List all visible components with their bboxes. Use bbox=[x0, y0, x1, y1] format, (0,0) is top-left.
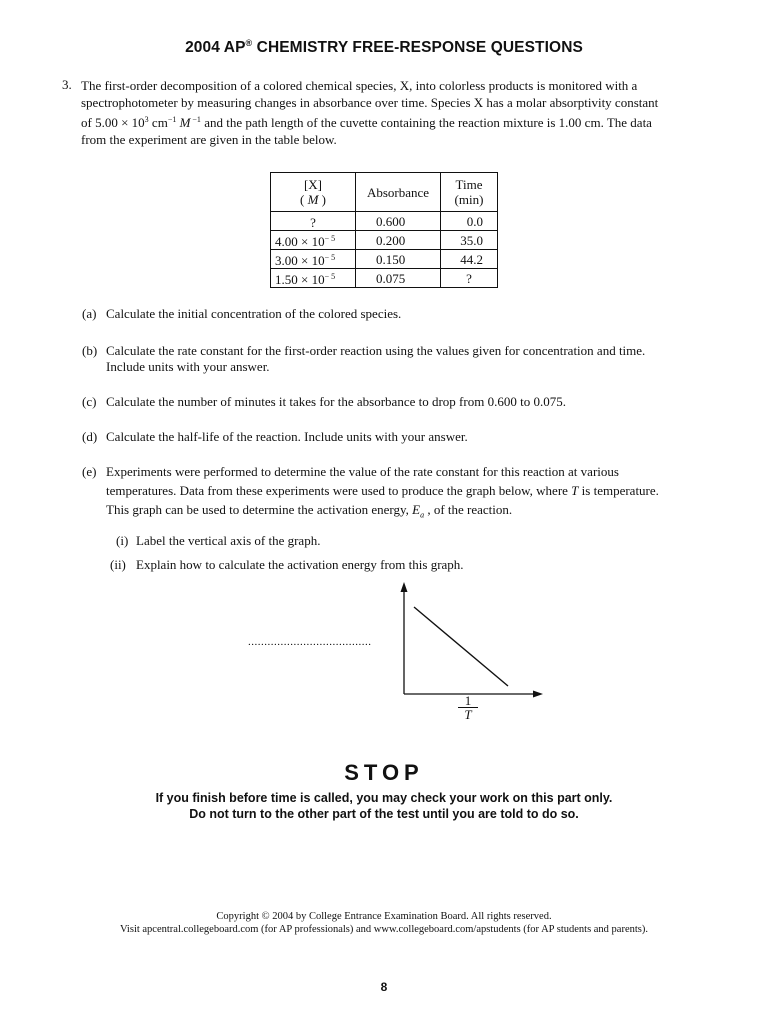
part-e-text-line-2: temperatures. Data from these experiments were used to produce the graph below, where T is temperature. bbox=[106, 483, 659, 498]
x-axis-label bbox=[458, 694, 478, 721]
cell-absorbance: 0.200 bbox=[356, 231, 441, 250]
table-row bbox=[271, 269, 498, 288]
page-number: 8 bbox=[380, 980, 388, 994]
part-e-text-line-1: Experiments were performed to determine the value of the rate constant for this reaction at various bbox=[106, 464, 619, 479]
part-d-label: (d) bbox=[82, 429, 98, 444]
stop-note bbox=[0, 790, 768, 822]
part-d-text: Calculate the half-life of the reaction. Include units with your answer. bbox=[106, 429, 468, 444]
x-label-denominator: T bbox=[464, 707, 472, 722]
part-e-text-line-3: This graph can be used to determine the activation energy, $E_a$ , of the reaction. bbox=[106, 502, 513, 520]
intro-line-4: from the experiment are given in the table below. bbox=[81, 132, 337, 147]
copyright-line-2: Visit apcentral.collegeboard.com (for AP professionals) and www.collegeboard.com/apstudents (for AP students and parents). bbox=[119, 924, 649, 935]
part-a-label: (a) bbox=[82, 306, 97, 321]
part-e-ii-text: Explain how to calculate the activation energy from this graph. bbox=[136, 557, 464, 572]
y-axis-arrow bbox=[401, 582, 408, 592]
cell-time: 44.2 bbox=[441, 250, 498, 269]
cell-time: ? bbox=[441, 269, 498, 288]
part-a-text: Calculate the initial concentration of the colored species. bbox=[106, 306, 402, 321]
page-header bbox=[0, 38, 768, 57]
cell-time: 35.0 bbox=[441, 231, 498, 250]
part-a bbox=[82, 305, 722, 325]
cell-concentration: $3.00 \times 10^{- 5}$ bbox=[271, 250, 356, 269]
col-header-absorbance: Absorbance bbox=[356, 173, 441, 212]
part-e-label: (e) bbox=[82, 464, 97, 479]
stop-note-line-1: If you finish before time is called, you may check your work on this part only. bbox=[155, 791, 613, 805]
cell-absorbance: 0.075 bbox=[356, 269, 441, 288]
table-header-row bbox=[271, 173, 498, 212]
header-title-suffix: CHEMISTRY FREE-RESPONSE QUESTIONS bbox=[252, 39, 583, 56]
x-label-numerator: 1 bbox=[464, 693, 472, 708]
header-title-prefix: 2004 AP bbox=[185, 39, 246, 56]
cell-absorbance: 0.600 bbox=[356, 212, 441, 231]
part-e-i-text: Label the vertical axis of the graph. bbox=[136, 533, 321, 548]
stop-title: STOP bbox=[344, 760, 424, 785]
part-c bbox=[82, 393, 722, 413]
part-b-text-line-1: Calculate the rate constant for the first-order reaction using the values given for concentration and time. bbox=[106, 343, 646, 358]
table-row bbox=[271, 250, 498, 269]
part-c-text: Calculate the number of minutes it takes for the absorbance to drop from 0.600 to 0.075. bbox=[106, 394, 566, 409]
part-e-ii bbox=[110, 556, 670, 576]
intro-line-1: The first-order decomposition of a colored chemical species, X, into colorless products is monitored with a bbox=[81, 78, 638, 93]
x-axis-arrow bbox=[533, 691, 543, 698]
question-number: 3. bbox=[62, 77, 72, 92]
question-intro bbox=[81, 77, 711, 148]
cell-time: 0.0 bbox=[441, 212, 498, 231]
col-header-concentration: [X] ( M ) bbox=[271, 173, 356, 212]
y-axis-label-placeholder: ...................................... bbox=[248, 636, 372, 648]
cell-concentration: ? bbox=[271, 212, 356, 231]
part-e-i-label: (i) bbox=[116, 533, 129, 548]
cell-absorbance: 0.150 bbox=[356, 250, 441, 269]
part-b-text-line-2: Include units with your answer. bbox=[106, 359, 270, 374]
part-b-label: (b) bbox=[82, 343, 98, 358]
copyright-line-1: Copyright © 2004 by College Entrance Examination Board. All rights reserved. bbox=[216, 911, 552, 922]
part-e-i bbox=[112, 532, 672, 552]
data-table bbox=[270, 172, 498, 288]
arrhenius-graph bbox=[240, 578, 560, 738]
registered-mark: ® bbox=[245, 38, 253, 48]
col-header-time: Time (min) bbox=[441, 173, 498, 212]
part-e-ii-label: (ii) bbox=[110, 557, 126, 572]
cell-concentration: $4.00 \times 10^{- 5}$ bbox=[271, 231, 356, 250]
part-b bbox=[82, 342, 722, 378]
intro-line-2: spectrophotometer by measuring changes in absorbance over time. Species X has a molar absorptivity constant bbox=[81, 95, 659, 110]
table-row bbox=[271, 231, 498, 250]
copyright-footer bbox=[0, 910, 768, 936]
part-d bbox=[82, 428, 722, 448]
part-e bbox=[82, 463, 722, 519]
cell-concentration: $1.50 \times 10^{- 5}$ bbox=[271, 269, 356, 288]
data-line bbox=[414, 607, 508, 686]
table-row bbox=[271, 212, 498, 231]
intro-line-3: of $5.00 \times 10^3$ $cm^{-1}$ M $^{-1}$ and the path length of the cuvette containing the reaction mixture is 1.00 cm. The data bbox=[81, 115, 652, 130]
stop-note-line-2: Do not turn to the other part of the test until you are told to do so. bbox=[189, 807, 579, 821]
part-c-label: (c) bbox=[82, 394, 97, 409]
